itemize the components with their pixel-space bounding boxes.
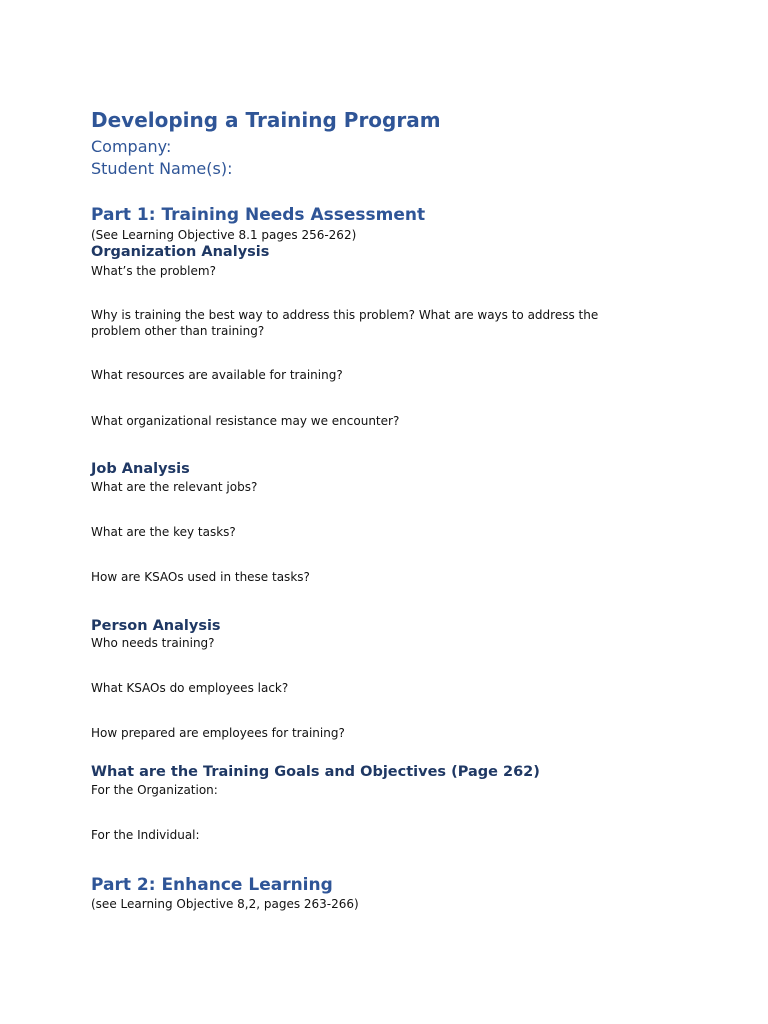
person-question-ksaos-lack: What KSAOs do employees lack?: [91, 681, 289, 695]
part2-reference: (see Learning Objective 8,2, pages 263-266): [91, 897, 359, 911]
person-question-who: Who needs training?: [91, 636, 215, 650]
job-question-ksaos: How are KSAOs used in these tasks?: [91, 570, 310, 584]
organization-analysis-heading: Organization Analysis: [91, 244, 270, 260]
job-question-key-tasks: What are the key tasks?: [91, 525, 236, 539]
company-label: Company:: [91, 137, 172, 156]
goals-for-individual: For the Individual:: [91, 828, 200, 842]
job-question-relevant-jobs: What are the relevant jobs?: [91, 480, 258, 494]
document-title: Developing a Training Program: [91, 108, 441, 132]
org-question-problem: What’s the problem?: [91, 264, 216, 278]
org-question-why-training: Why is training the best way to address this problem? What are ways to address the problem other than training?: [91, 308, 599, 338]
org-question-resistance: What organizational resistance may we encounter?: [91, 414, 400, 428]
part2-heading: Part 2: Enhance Learning: [91, 875, 333, 895]
student-name-label: Student Name(s):: [91, 159, 233, 178]
part1-heading: Part 1: Training Needs Assessment: [91, 205, 426, 225]
training-goals-heading: What are the Training Goals and Objectives (Page 262): [91, 764, 540, 780]
part1-reference: (See Learning Objective 8.1 pages 256-262): [91, 228, 357, 242]
goals-for-organization: For the Organization:: [91, 783, 218, 797]
org-question-resources: What resources are available for training?: [91, 368, 343, 382]
person-analysis-heading: Person Analysis: [91, 618, 221, 634]
job-analysis-heading: Job Analysis: [91, 461, 190, 477]
person-question-prepared: How prepared are employees for training?: [91, 726, 345, 740]
